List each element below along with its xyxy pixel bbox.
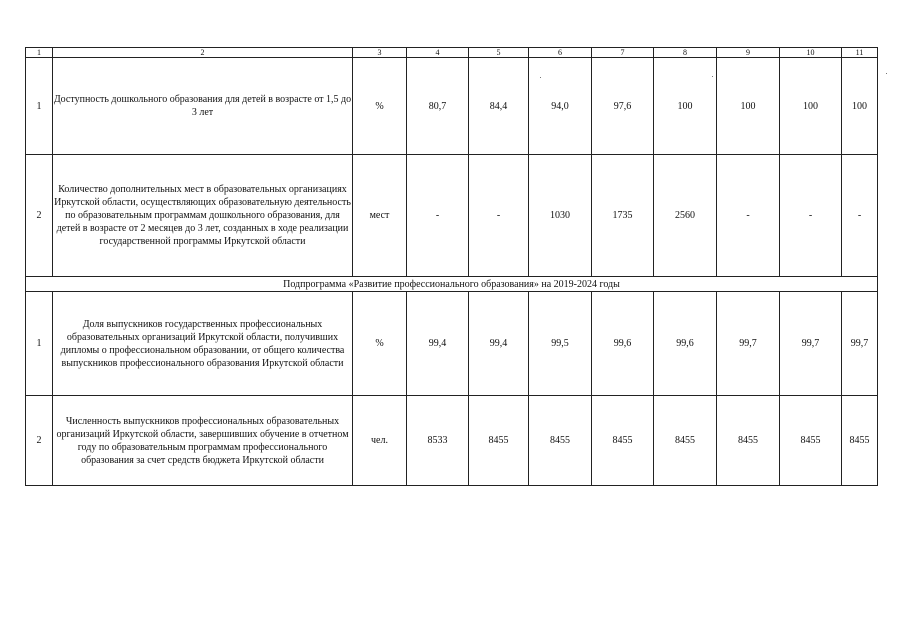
unit-cell: мест	[353, 155, 407, 277]
scan-speck	[712, 76, 713, 77]
column-number: 8	[654, 48, 717, 58]
value-cell: 100	[780, 58, 842, 155]
column-number: 1	[26, 48, 53, 58]
value-cell: -	[469, 155, 529, 277]
value-cell: 84,4	[469, 58, 529, 155]
value-cell: 97,6	[592, 58, 654, 155]
column-number: 11	[842, 48, 878, 58]
value-cell: 8455	[529, 396, 592, 486]
column-number: 3	[353, 48, 407, 58]
value-cell: 8455	[654, 396, 717, 486]
value-cell: 99,7	[780, 292, 842, 396]
column-number: 7	[592, 48, 654, 58]
indicator-description: Численность выпускников профессиональных образовательных организаций Иркутской области, завершивших обучение в отчетном году по образовательным программам профессионального образования за счет средств бюджета Иркутской области	[53, 396, 353, 486]
unit-cell: %	[353, 292, 407, 396]
column-number: 10	[780, 48, 842, 58]
value-cell: -	[780, 155, 842, 277]
column-number: 9	[717, 48, 780, 58]
unit-cell: %	[353, 58, 407, 155]
table-row	[26, 292, 878, 396]
column-number: 4	[407, 48, 469, 58]
column-number: 5	[469, 48, 529, 58]
value-cell: 1735	[592, 155, 654, 277]
value-cell: 100	[842, 58, 878, 155]
value-cell: 8455	[469, 396, 529, 486]
value-cell: 99,7	[717, 292, 780, 396]
value-cell: 1030	[529, 155, 592, 277]
row-number: 1	[26, 58, 53, 155]
column-number: 6	[529, 48, 592, 58]
table-row	[26, 155, 878, 277]
column-number-row	[26, 48, 878, 58]
value-cell: 99,4	[469, 292, 529, 396]
indicator-description: Доступность дошкольного образования для детей в возрасте от 1,5 до 3 лет	[53, 58, 353, 155]
subprogram-row	[26, 277, 878, 292]
row-number: 2	[26, 396, 53, 486]
value-cell: -	[407, 155, 469, 277]
value-cell: 99,7	[842, 292, 878, 396]
value-cell: 8455	[717, 396, 780, 486]
value-cell: 94,0	[529, 58, 592, 155]
value-cell: -	[842, 155, 878, 277]
value-cell: 8455	[592, 396, 654, 486]
row-number: 1	[26, 292, 53, 396]
subprogram-title: Подпрограмма «Развитие профессионального образования» на 2019-2024 годы	[26, 277, 878, 292]
unit-cell: чел.	[353, 396, 407, 486]
value-cell: 100	[717, 58, 780, 155]
value-cell: 8455	[780, 396, 842, 486]
column-number: 2	[53, 48, 353, 58]
scan-speck	[886, 73, 887, 74]
value-cell: 8455	[842, 396, 878, 486]
indicators-table	[25, 47, 878, 486]
value-cell: 2560	[654, 155, 717, 277]
value-cell: 100	[654, 58, 717, 155]
value-cell: 99,4	[407, 292, 469, 396]
scan-speck	[540, 77, 541, 78]
table-row	[26, 396, 878, 486]
table-row	[26, 58, 878, 155]
value-cell: 99,5	[529, 292, 592, 396]
value-cell: 99,6	[592, 292, 654, 396]
value-cell: 8533	[407, 396, 469, 486]
value-cell: -	[717, 155, 780, 277]
value-cell: 80,7	[407, 58, 469, 155]
value-cell: 99,6	[654, 292, 717, 396]
indicator-description: Доля выпускников государственных профессиональных образовательных организаций Иркутской области, получивших дипломы о профессиональном образовании, от общего количества выпускников профессионального образования Иркутской области	[53, 292, 353, 396]
row-number: 2	[26, 155, 53, 277]
indicator-description: Количество дополнительных мест в образовательных организациях Иркутской области, осуществляющих образовательную деятельность по образовательным программам дошкольного образования, для детей в возрасте от 2 месяцев до 3 лет, созданных в ходе реализации государственной программы Иркутской области	[53, 155, 353, 277]
